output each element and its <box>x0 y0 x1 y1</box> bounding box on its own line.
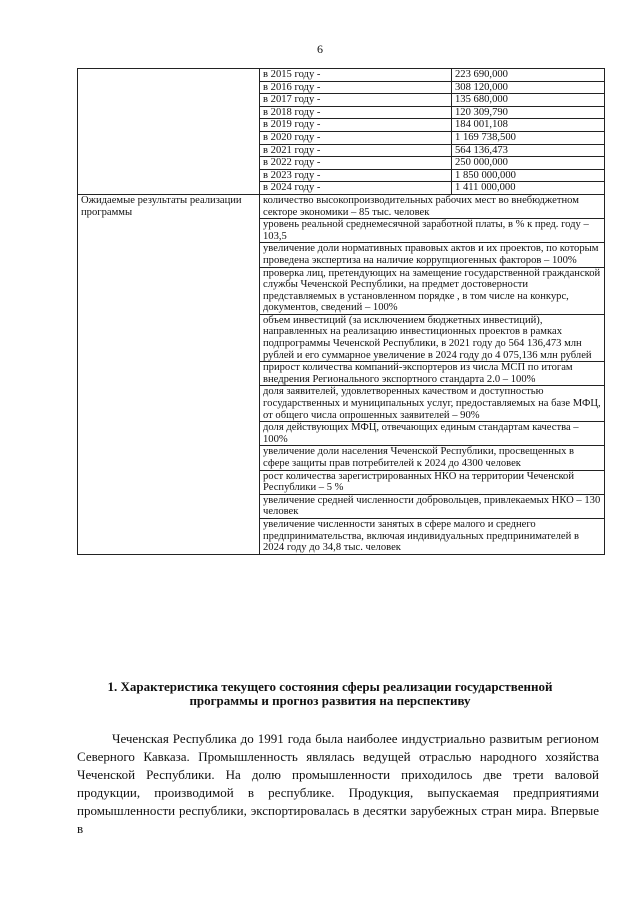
expected-result-item: проверка лиц, претендующих на замещение государственной гражданской службы Чеченской Республики, на предмет достоверности представляемых в установленном порядке , в том числе на конкурс, документов, сведений – 100% <box>260 268 604 315</box>
funding-year: в 2023 году - <box>260 169 452 182</box>
expected-result-item: уровень реальной среднемесячной заработной платы, в % к пред. году – 103,5 <box>260 219 604 243</box>
funding-amount: 223 690,000 <box>452 69 605 81</box>
body-paragraph: Чеченская Республика до 1991 года была наиболее индустриально развитым регионом Северного Кавказа. Промышленность являлась ведущей отраслью народного хозяйства Чеченской Республики. На долю промышленности приходилось две трети валовой продукции, производимой в республике. Продукция, выпускаемая предприятиями промышленности республики, экспортировалась в десятки зарубежных стран мира. Впервые в <box>77 731 599 836</box>
results-list <box>260 195 604 554</box>
funding-year-row <box>260 131 604 144</box>
funding-year: в 2020 году - <box>260 131 452 144</box>
results-label: Ожидаемые результаты реализации программы <box>78 194 260 554</box>
expected-result-item: объем инвестиций (за исключением бюджетных инвестиций), направленных на реализацию инвестиционных проектов в рамках подпрограммы Чеченской Республики, в 2021 году до 564 136,473 млн рублей и его суммарное увеличение в 2024 году до 4 075,136 млн рублей <box>260 315 604 362</box>
results-row <box>78 194 605 554</box>
expected-result-item: рост количества зарегистрированных НКО на территории Чеченской Республики – 5 % <box>260 471 604 495</box>
funding-amount: 120 309,790 <box>452 106 605 119</box>
funding-row <box>78 69 605 195</box>
expected-result-item: количество высокопроизводительных рабочих мест во внебюджетном секторе экономики – 85 тыс. человек <box>260 195 604 219</box>
funding-year: в 2022 году - <box>260 157 452 170</box>
funding-amount: 308 120,000 <box>452 81 605 94</box>
expected-result-item: доля действующих МФЦ, отвечающих единым стандартам качества – 100% <box>260 422 604 446</box>
funding-year: в 2019 году - <box>260 119 452 132</box>
funding-amount: 1 850 000,000 <box>452 169 605 182</box>
funding-year-row <box>260 182 604 194</box>
section-heading: 1. Характеристика текущего состояния сферы реализации государственной программы и прогноз развития на перспективу <box>107 679 553 708</box>
expected-result-item: увеличение средней численности добровольцев, привлекаемых НКО – 130 человек <box>260 495 604 519</box>
funding-year-row <box>260 69 604 81</box>
expected-result-item: увеличение доли нормативных правовых актов и их проектов, по которым проведена экспертиза на наличие коррупциогенных факторов – 100% <box>260 243 604 267</box>
funding-year-row <box>260 157 604 170</box>
funding-year: в 2024 году - <box>260 182 452 194</box>
page-number: 6 <box>317 42 323 56</box>
funding-year: в 2021 году - <box>260 144 452 157</box>
expected-result-item: прирост количества компаний-экспортеров из числа МСП по итогам внедрения Регионального экспортного стандарта 2.0 – 100% <box>260 362 604 386</box>
funding-amount: 250 000,000 <box>452 157 605 170</box>
funding-year-row <box>260 106 604 119</box>
funding-year-row <box>260 119 604 132</box>
funding-year-row <box>260 169 604 182</box>
funding-table <box>260 69 604 194</box>
funding-year: в 2017 году - <box>260 94 452 107</box>
funding-year-row <box>260 144 604 157</box>
funding-year: в 2015 году - <box>260 69 452 81</box>
expected-result-item: доля заявителей, удовлетворенных качеством и доступностью государственных и муниципальных услуг, предоставляемых на базе МФЦ, от общего числа опрошенных заявителей – 90% <box>260 386 604 422</box>
funding-amount: 564 136,473 <box>452 144 605 157</box>
funding-year: в 2018 году - <box>260 106 452 119</box>
results-cell <box>260 194 605 554</box>
expected-result-item: увеличение численности занятых в сфере малого и среднего предпринимательства, включая индивидуальных предпринимателей в 2024 году до 34,8 тыс. человек <box>263 518 579 554</box>
funding-year: в 2016 году - <box>260 81 452 94</box>
funding-year-row <box>260 81 604 94</box>
funding-label-cell <box>78 69 260 195</box>
program-passport-table <box>77 68 605 555</box>
funding-amount: 1 411 000,000 <box>455 182 516 194</box>
funding-cell <box>260 69 605 195</box>
funding-amount: 135 680,000 <box>452 94 605 107</box>
expected-result-item: увеличение доли населения Чеченской Республики, просвещенных в сфере защиты прав потребителей к 2024 до 4300 человек <box>260 446 604 470</box>
funding-amount: 184 001,108 <box>452 119 605 132</box>
funding-year-row <box>260 94 604 107</box>
funding-amount: 1 169 738,500 <box>452 131 605 144</box>
